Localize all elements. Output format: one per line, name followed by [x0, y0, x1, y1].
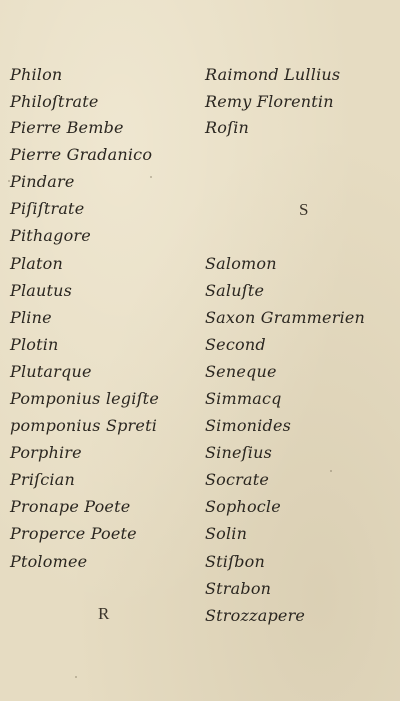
index-entry: Philoſtrate [10, 92, 99, 111]
index-entry: Piſiſtrate [10, 199, 85, 218]
index-entry: Socrate [205, 470, 270, 489]
index-entry: Strabon [205, 579, 272, 598]
index-entry: Pithagore [10, 226, 91, 245]
index-entry: Remy Florentin [205, 92, 334, 111]
index-entry: Roſin [205, 118, 250, 137]
index-entry: pomponius Spreti [10, 416, 158, 435]
index-entry: Pline [10, 308, 52, 327]
index-entry: Pronape Poete [10, 497, 131, 516]
paper-speck [8, 180, 10, 182]
index-entry: Solin [205, 524, 248, 543]
index-entry: Pierre Gradanico [10, 145, 153, 164]
index-entry: Plautus [10, 281, 73, 300]
index-entry: Second [205, 335, 266, 354]
index-entry: Strozzapere [205, 606, 306, 625]
index-entry: Saxon Grammerien [205, 308, 366, 327]
index-entry: Pomponius legiſte [10, 389, 159, 408]
index-entry: Saluſte [205, 281, 265, 300]
index-entry: Salomon [205, 254, 277, 273]
index-entry: Pindare [10, 172, 75, 191]
index-entry: Platon [10, 254, 63, 273]
paper-speck [150, 176, 152, 178]
index-entry: Porphire [10, 443, 82, 462]
index-entry: Priſcian [10, 470, 75, 489]
index-entry: Philon [10, 65, 63, 84]
section-letter-heading: S [299, 200, 309, 219]
index-entry: Plutarque [10, 362, 92, 381]
section-letter-heading: R [98, 604, 110, 623]
index-entry: Sophocle [205, 497, 281, 516]
index-entry: Raimond Lullius [205, 65, 341, 84]
index-entry: Seneque [205, 362, 277, 381]
paper-speck [75, 676, 77, 678]
index-entry: Simmacq [205, 389, 282, 408]
index-entry: Ptolomee [10, 552, 88, 571]
index-entry: Simonides [205, 416, 292, 435]
index-entry: Plotin [10, 335, 59, 354]
index-entry: Pierre Bembe [10, 118, 124, 137]
index-entry: Properce Poete [10, 524, 137, 543]
paper-speck [330, 470, 332, 472]
index-entry: Stiſbon [205, 552, 266, 571]
index-entry: Sineſius [205, 443, 273, 462]
